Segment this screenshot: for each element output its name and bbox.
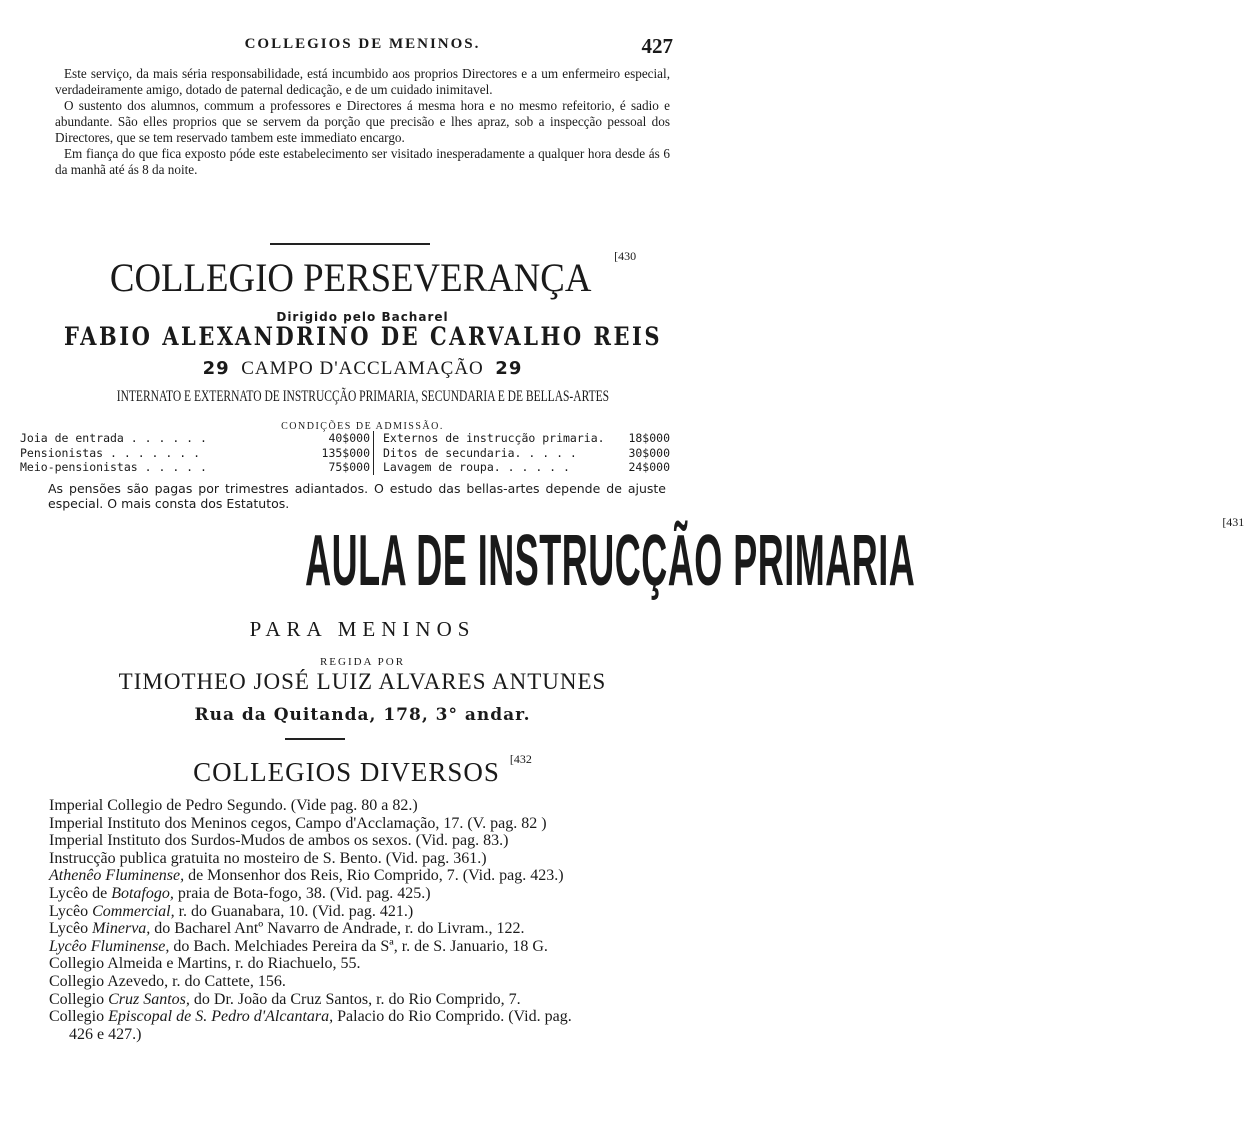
item-italic: Lycêo Fluminense, [49,937,170,955]
dirigido-text: Dirigido pelo Bacharel [276,310,449,324]
address-number: 29 [495,358,523,379]
list-item [49,920,674,938]
fee-label: Lavagem de roupa. . . . . . [383,460,570,474]
item-text: do Dr. João da Cruz Santos, r. do Rio Comprido, 7. [189,990,521,1008]
running-title: COLLEGIOS DE MENINOS. [244,36,481,52]
entry-number: [431 [1222,515,1244,529]
item-italic: Botafogo, [111,884,174,902]
list-item [49,797,674,815]
list-item [49,903,674,921]
fee-value: 24$000 [628,460,670,474]
list-item [49,832,674,850]
intro-text [55,66,670,178]
item-text: 426 e 427.) [69,1025,142,1043]
item-italic: Commercial, [92,902,175,920]
item-lead: Lycêo [49,902,93,920]
list-item [49,867,674,885]
item-text: de Monsenhor dos Reis, Rio Comprido, 7. (Vid. pag. 423.) [184,867,564,885]
list-item [49,938,674,956]
aula-title: AULA DE INSTRUCÇÃO PRIMARIA [305,521,916,601]
diversos-heading [0,752,725,788]
list-item [49,850,674,868]
item-text: Collegio Almeida e Martins, r. do Riachuelo, 55. [49,955,361,973]
item-italic: Episcopal de S. Pedro d'Alcantara, [108,1008,334,1026]
diversos-title: COLLEGIOS DIVERSOS [193,757,500,787]
table-row [20,431,670,446]
entry-number: [432 [509,752,532,766]
item-lead: Collegio [49,990,109,1008]
fee-label: Pensionistas . . . . . . . [20,445,201,460]
item-lead: Lycêo [49,920,93,938]
aula-address [0,705,725,725]
divider [270,243,430,245]
aula-subtitle [0,617,725,642]
fee-label: Externos de instrucção primaria. [383,431,605,445]
item-italic: Cruz Santos, [108,990,190,1008]
perseveranca-address [0,358,725,380]
fee-value: 135$000 [275,446,374,461]
item-italic: Minerva, [92,920,151,938]
fee-value: 75$000 [275,460,374,475]
table-row [20,446,670,461]
perseveranca-director [0,322,725,351]
fee-label: Meio-pensionistas . . . . . [20,460,207,474]
aula-teacher [0,669,725,695]
aula-heading [0,515,1244,602]
fees-table [20,431,670,475]
list-item [49,1026,674,1044]
list-item [49,885,674,903]
paragraph: Este serviço, da mais séria responsabilidade, está incumbido aos proprios Directores e a um enfermeiro especial, verdadeiramente amigo, dotado de paternal dedicação, e de um cuidado inimitavel. [55,66,670,97]
item-text: do Bacharel Antº Navarro de Andrade, r. do Livram., 122. [150,920,525,938]
item-text: Imperial Instituto dos Surdos-Mudos de ambos os sexos. (Vid. pag. 83.) [49,832,509,850]
item-text: Imperial Collegio de Pedro Segundo. (Vide pag. 80 a 82.) [49,797,418,814]
item-italic: Athenêo Fluminense, [49,867,185,885]
director-name: FABIO ALEXANDRINO DE CARVALHO REIS [63,322,662,351]
item-text: Imperial Instituto dos Meninos cegos, Campo d'Acclamação, 17. (V. pag. 82 ) [49,814,547,832]
list-item [49,815,674,833]
item-text: r. do Guanabara, 10. (Vid. pag. 421.) [174,902,414,920]
item-text: praia de Bota-fogo, 38. (Vid. pag. 425.) [173,884,431,902]
list-item [49,955,674,973]
list-item [49,973,674,991]
aula-regida [0,650,725,669]
address-street: CAMPO D'ACCLAMAÇÃO [241,358,484,379]
perseveranca-title: COLLEGIO PERSEVERANÇA [109,255,592,300]
entry-number: [430 [614,249,637,263]
table-row [20,460,670,475]
item-text: do Bach. Melchiades Pereira da Sª, r. de S. Januario, 18 G. [169,937,548,955]
address-number: 29 [202,358,230,379]
teacher-name: TIMOTHEO JOSÉ LUIZ ALVARES ANTUNES [118,669,607,694]
instruction-line: INTERNATO E EXTERNATO DE INSTRUCÇÃO PRIMARIA, SECUNDARIA E DE BELLAS-ARTES [116,388,609,405]
item-lead: Lycêo de [49,884,112,902]
regida-text: REGIDA POR [319,656,406,668]
divider [285,738,345,740]
fee-value: 30$000 [628,445,670,460]
paragraph: Em fiança do que fica exposto póde este estabelecimento ser visitado inesperadamente a qualquer hora desde ás 6 da manhã até ás 8 da noite. [55,146,670,177]
page-number: 427 [641,34,673,58]
fees-note: As pensões são pagas por trimestres adiantados. O estudo das bellas-artes depende de ajuste especial. O mais consta dos Estatutos. [48,481,666,511]
aula-address-text: Rua da Quitanda, 178, 3° andar. [194,705,531,725]
item-text: Instrucção publica gratuita no mosteiro de S. Bento. (Vid. pag. 361.) [49,849,487,867]
fee-value: 18$000 [628,431,670,445]
conditions-caption-text: CONDIÇÕES DE ADMISSÃO. [281,421,444,432]
list-item [49,1008,674,1026]
item-text: Collegio Azevedo, r. do Cattete, 156. [49,972,286,990]
fee-label: Ditos de secundaria. . . . . [383,445,577,460]
perseveranca-instruction [0,386,725,406]
list-item [49,991,674,1009]
running-header [0,36,725,62]
perseveranca-heading [0,249,725,301]
diversos-list [49,797,674,1043]
item-text: Palacio do Rio Comprido. (Vid. pag. [333,1008,572,1026]
fee-label: Joia de entrada . . . . . . [20,431,207,445]
para-meninos: PARA MENINOS [249,617,476,641]
fee-value: 40$000 [275,431,374,446]
paragraph: O sustento dos alumnos, commum a professores e Directores á mesma hora e no mesmo refeitorio, é sadio e abundante. São elles proprios que se servem da porção que precisão e lhes apraz, sob a inspecção pessoal dos Directores, que se tem reservado tambem este immediato encargo. [55,98,670,145]
item-lead: Collegio [49,1008,109,1026]
